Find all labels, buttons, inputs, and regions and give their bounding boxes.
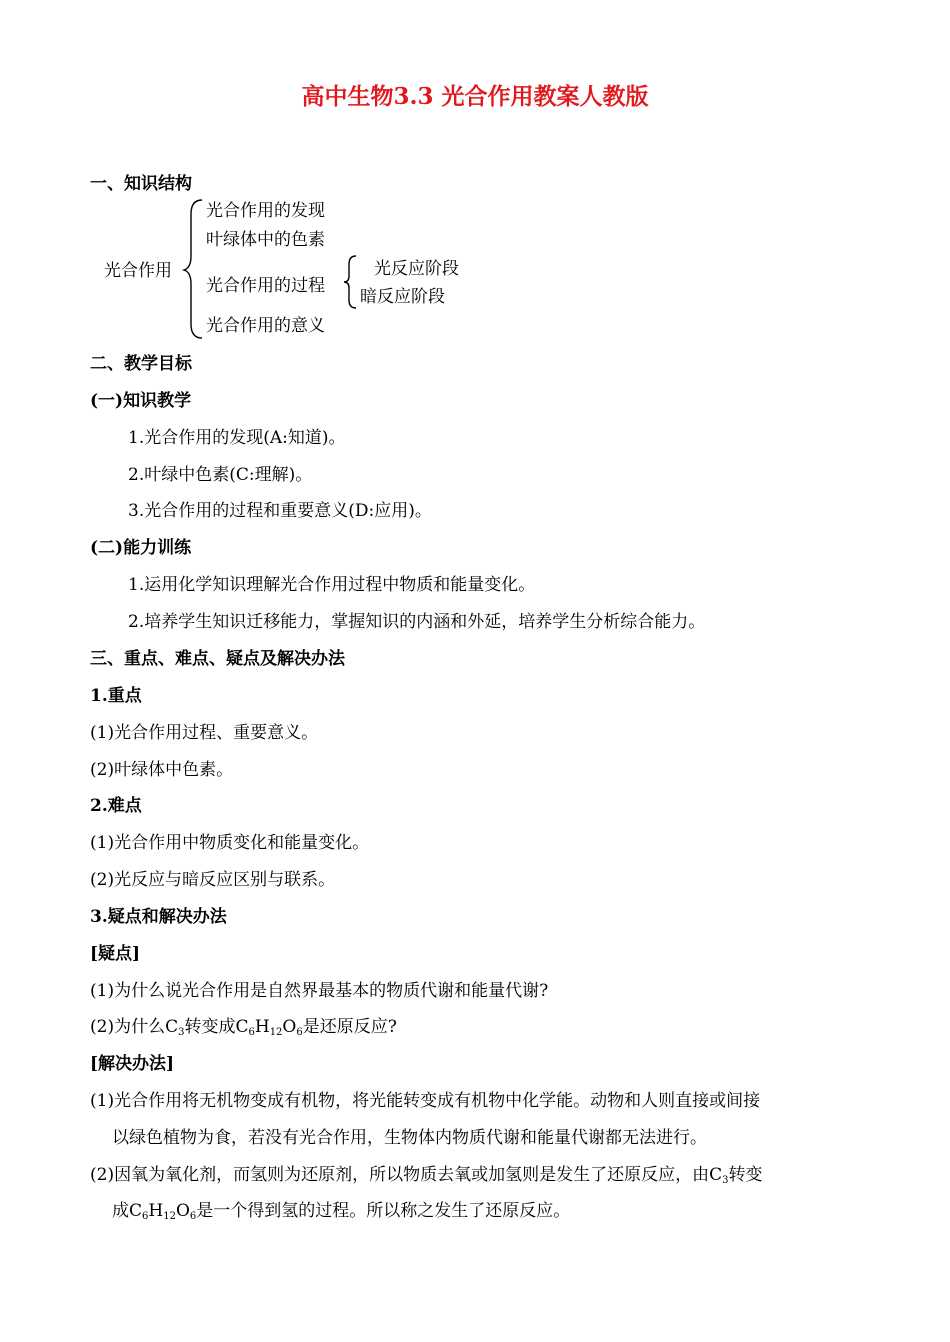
- doubt-2-suffix: 是还原反应?: [302, 1017, 397, 1037]
- knowledge-item: 3.光合作用的过程和重要意义(D:应用)。: [128, 501, 432, 521]
- difficult-points-heading: 2.难点: [90, 796, 142, 816]
- tree-branch-discovery: 光合作用的发现: [206, 201, 325, 221]
- knowledge-item: 1.光合作用的发现(A:知道)。: [128, 428, 346, 448]
- ability-training-heading: (二)能力训练: [90, 538, 192, 558]
- doubt-2-text: H: [254, 1017, 270, 1037]
- solution-2-line-1: [90, 1163, 762, 1187]
- tree-sub-dark-reaction: 暗反应阶段: [360, 287, 445, 307]
- tree-branch-process: 光合作用的过程: [206, 276, 325, 296]
- subscript: 6: [189, 1211, 197, 1222]
- solution-2-text: 是一个得到氢的过程。所以称之发生了还原反应。: [196, 1201, 571, 1221]
- solution-2-text: 转变: [728, 1165, 763, 1185]
- tree-root: 光合作用: [104, 261, 172, 281]
- subscript: 12: [163, 1211, 176, 1222]
- doubt-item-2: [90, 1015, 397, 1039]
- tree-branch-significance: 光合作用的意义: [206, 316, 325, 336]
- doubt-2-text: O: [282, 1017, 297, 1037]
- solution-2-text: (2)因氧为氧化剂，而氢则为还原剂，所以物质去氧或加氢则是发生了还原反应，由C: [90, 1165, 723, 1185]
- doubt-2-prefix: (2)为什么C: [90, 1017, 179, 1037]
- main-brace-icon: [182, 198, 206, 340]
- subscript: 6: [248, 1027, 255, 1038]
- solution-1-line-1: (1)光合作用将无机物变成有机物，将光能转变成有机物中化学能。动物和人则直接或间接: [90, 1091, 761, 1111]
- solution-2-text: 成C: [112, 1201, 143, 1221]
- key-point-item: (2)叶绿体中色素。: [90, 760, 234, 780]
- key-points-heading: 1.重点: [90, 686, 142, 706]
- sub-brace-icon: [342, 254, 360, 310]
- knowledge-teaching-heading: (一)知识教学: [90, 391, 192, 411]
- solution-2-line-2: [112, 1199, 570, 1223]
- doubts-heading: 3.疑点和解决办法: [90, 907, 227, 927]
- section-2-heading: 二、教学目标: [90, 354, 192, 374]
- solution-2-text: O: [175, 1201, 190, 1221]
- difficult-point-item: (1)光合作用中物质变化和能量变化。: [90, 833, 370, 853]
- subscript: 12: [269, 1027, 283, 1038]
- knowledge-item: 2.叶绿中色素(C:理解)。: [128, 465, 313, 485]
- ability-item: 1.运用化学知识理解光合作用过程中物质和能量变化。: [128, 575, 536, 595]
- tree-sub-light-reaction: 光反应阶段: [374, 259, 459, 279]
- solution-1-line-2: 以绿色植物为食，若没有光合作用，生物体内物质代谢和能量代谢都无法进行。: [112, 1128, 707, 1148]
- section-1-heading: 一、知识结构: [90, 174, 192, 194]
- subscript: 3: [178, 1027, 185, 1038]
- document-title: 高中生物3.3 光合作用教案人教版: [301, 83, 649, 110]
- subscript: 6: [142, 1211, 149, 1222]
- key-point-item: (1)光合作用过程、重要意义。: [90, 723, 319, 743]
- solution-2-text: H: [148, 1201, 164, 1221]
- ability-item: 2.培养学生知识迁移能力，掌握知识的内涵和外延，培养学生分析综合能力。: [128, 612, 706, 632]
- difficult-point-item: (2)光反应与暗反应区别与联系。: [90, 870, 336, 890]
- solutions-label: [解决办法]: [90, 1054, 175, 1074]
- section-3-heading: 三、重点、难点、疑点及解决办法: [90, 649, 345, 669]
- tree-branch-pigments: 叶绿体中的色素: [206, 230, 325, 250]
- subscript: 3: [722, 1175, 729, 1186]
- doubt-item-1: (1)为什么说光合作用是自然界最基本的物质代谢和能量代谢?: [90, 981, 549, 1001]
- doubts-label: [疑点]: [90, 944, 141, 964]
- doubt-2-text: 转变成C: [184, 1017, 249, 1037]
- subscript: 6: [296, 1027, 303, 1038]
